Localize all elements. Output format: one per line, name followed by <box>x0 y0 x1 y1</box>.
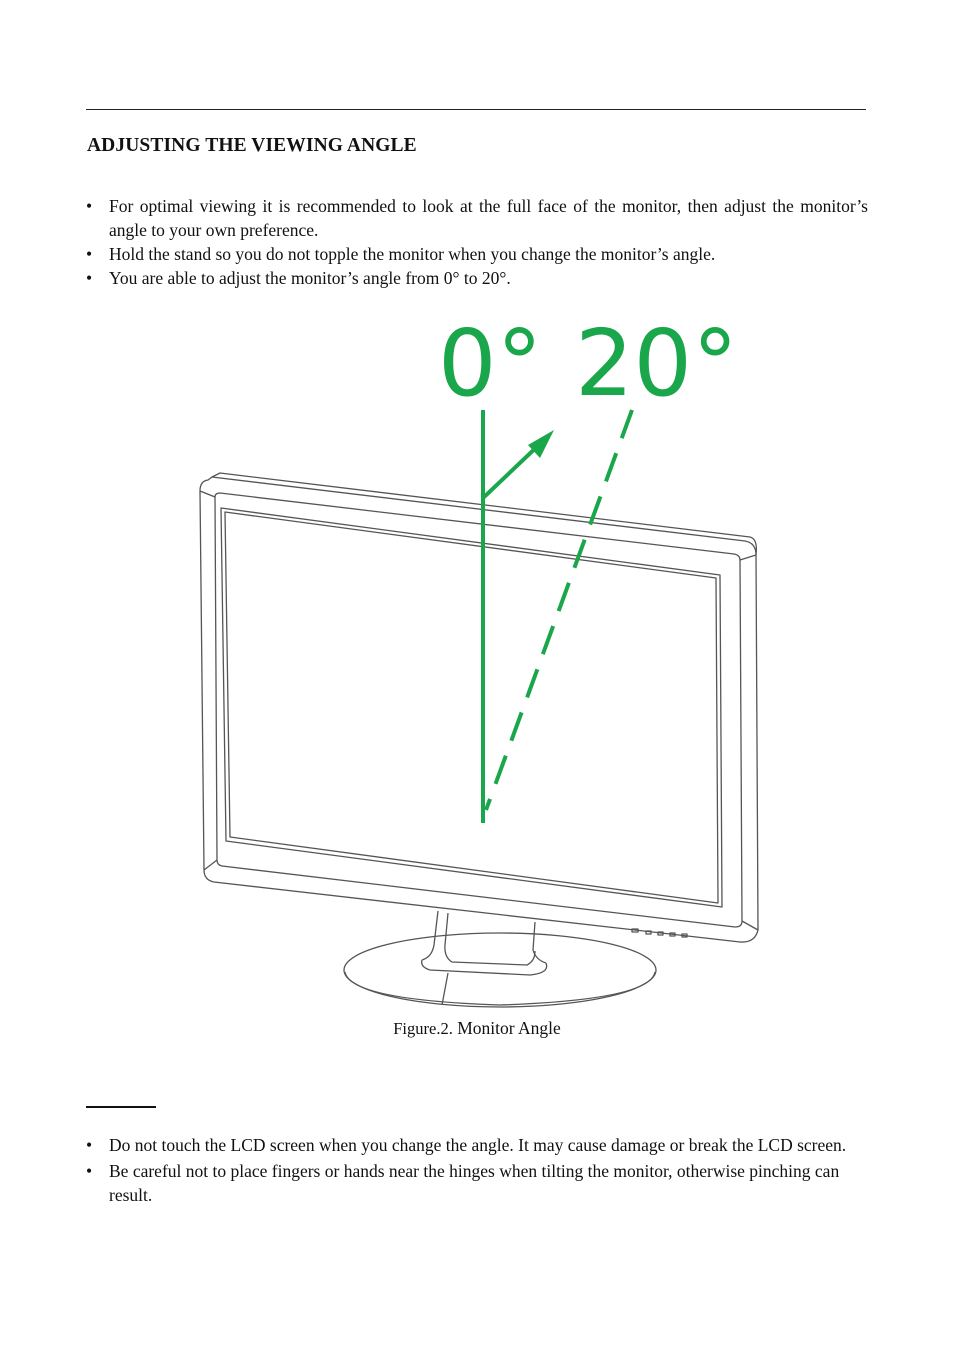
figure-caption <box>0 1018 954 1039</box>
header-rule <box>86 109 866 110</box>
monitor-illustration <box>190 305 770 1015</box>
list-item-text: You are able to adjust the monitor’s angle from 0° to 20°. <box>109 268 511 288</box>
zero-degree-label: 0° <box>438 310 543 417</box>
monitor-bezel-inner <box>215 493 742 927</box>
stand-base <box>344 933 656 1007</box>
bullet-icon: • <box>86 1135 93 1155</box>
list-item <box>86 194 868 242</box>
list-item-text: For optimal viewing it is recommended to look at the full face of the monitor, then adjust the monitor’s angle to your own preference. <box>109 196 868 240</box>
bullet-icon: • <box>86 1161 93 1181</box>
bullet-icon: • <box>86 196 93 216</box>
section-heading: ADJUSTING THE VIEWING ANGLE <box>87 135 417 156</box>
list-item-text: Do not touch the LCD screen when you change the angle. It may cause damage or break the LCD screen. <box>109 1135 847 1155</box>
instruction-list <box>86 194 868 290</box>
list-item-text: Be careful not to place fingers or hands near the hinges when tilting the monitor, otherwise pinching can result. <box>109 1161 840 1205</box>
list-item <box>86 1159 868 1207</box>
monitor-screen-inner-edge <box>225 512 718 903</box>
caution-list <box>86 1133 868 1209</box>
list-item <box>86 1133 868 1157</box>
list-item-text: Hold the stand so you do not topple the monitor when you change the monitor’s angle. <box>109 244 716 264</box>
list-item <box>86 242 868 266</box>
figure-number: Figure.2. <box>393 1019 453 1038</box>
stand-neck <box>422 911 546 963</box>
bullet-icon: • <box>86 268 93 288</box>
tilted-angle-line <box>486 410 632 810</box>
list-item <box>86 266 868 290</box>
twenty-degree-label: 20° <box>575 310 739 417</box>
bullet-icon: • <box>86 244 93 264</box>
monitor-screen-edge <box>221 508 722 907</box>
note-separator-rule <box>86 1106 156 1108</box>
monitor-angle-figure <box>190 305 770 1015</box>
figure-caption-text: Monitor Angle <box>457 1018 561 1038</box>
